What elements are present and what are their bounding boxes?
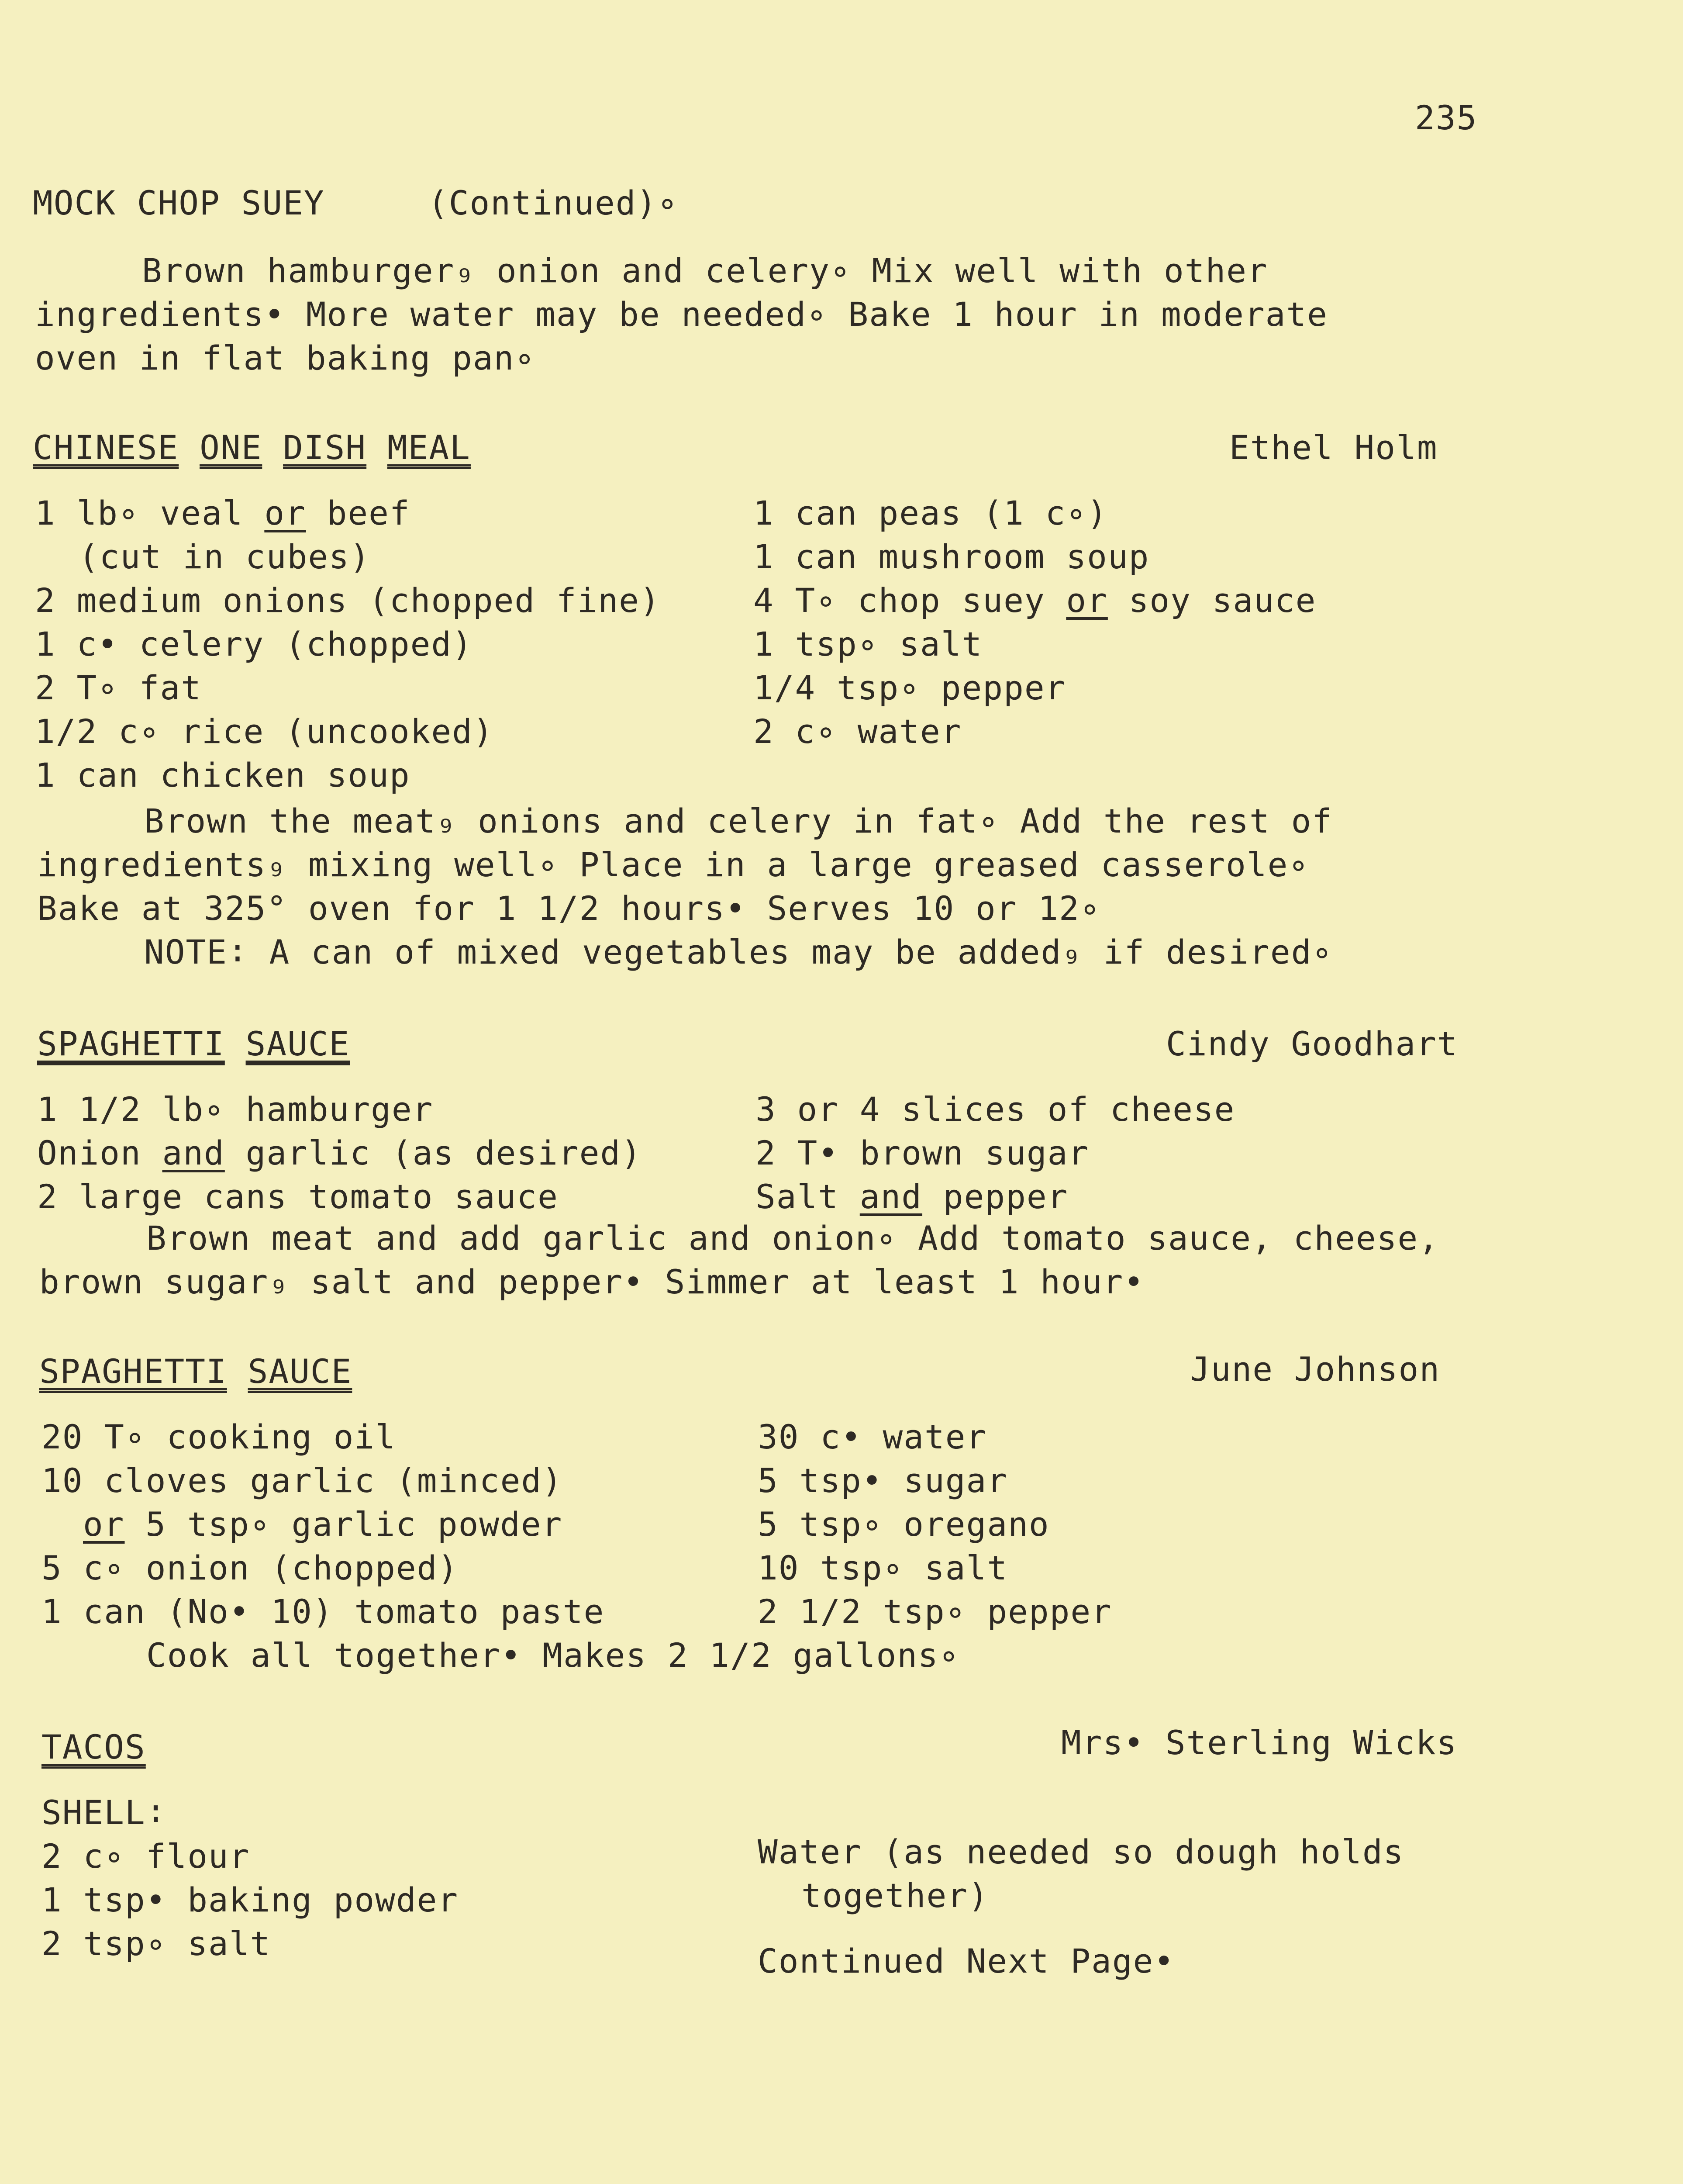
ingredient [83, 1503, 562, 1546]
ingredient: 2 T• brown sugar [755, 1133, 1090, 1172]
ingredient-text: beef [306, 494, 410, 532]
instructions-line: Bake at 325° oven for 1 1/2 hours• Serves 10 or 12∘ [37, 889, 1101, 928]
title-word: SAUCE [245, 1024, 350, 1063]
recipe-author: Cindy Goodhart [1166, 1024, 1458, 1063]
ingredient [35, 491, 410, 535]
ingredient: 2 c∘ flour [41, 1837, 250, 1876]
ingredient: 10 tsp∘ salt [758, 1548, 1008, 1587]
ingredient: 20 T∘ cooking oil [41, 1417, 396, 1456]
ingredient: 2 c∘ water [753, 712, 962, 751]
ingredient: 1 can (No• 10) tomato paste [41, 1592, 605, 1631]
ingredient: 10 cloves garlic (minced) [41, 1461, 563, 1500]
title-word: SPAGHETTI [39, 1352, 227, 1391]
emphasis-or: or [83, 1505, 125, 1544]
recipe-title [41, 1725, 146, 1769]
ingredient: 2 tsp∘ salt [41, 1924, 271, 1963]
ingredient: 3 or 4 slices of cheese [755, 1090, 1235, 1129]
ingredient: 2 1/2 tsp∘ pepper [758, 1592, 1112, 1631]
ingredient [37, 1131, 642, 1175]
instructions-line: Cook all together• Makes 2 1/2 gallons∘ [146, 1636, 960, 1675]
recipe-author: Mrs• Sterling Wicks [1061, 1723, 1458, 1762]
ingredient: 1 can peas (1 c∘) [753, 494, 1108, 532]
ingredient: 1 1/2 lb∘ hamburger [37, 1090, 434, 1129]
ingredient-text: garlic (as desired) [224, 1133, 642, 1172]
ingredient: 1/4 tsp∘ pepper [753, 668, 1066, 707]
title-word: TACOS [41, 1728, 146, 1766]
recipe-author: Ethel Holm [1229, 428, 1438, 467]
ingredient-text: Onion [37, 1133, 162, 1172]
recipe-title [33, 426, 471, 470]
continued-label: (Continued)∘ [428, 183, 679, 222]
instructions-line: oven in flat baking pan∘ [35, 339, 536, 377]
recipe-title [37, 1022, 350, 1066]
recipe-author: June Johnson [1190, 1350, 1441, 1389]
ingredient: Water (as needed so dough holds [758, 1832, 1404, 1871]
ingredient [755, 1175, 1068, 1219]
title-word: SPAGHETTI [37, 1024, 225, 1063]
emphasis-or: or [1066, 581, 1108, 620]
emphasis-or: or [264, 494, 306, 532]
ingredient-text: Salt [755, 1177, 860, 1216]
ingredient: 1 can chicken soup [35, 756, 410, 795]
section-label: SHELL∶ [41, 1793, 167, 1832]
ingredient: 1 tsp• baking powder [41, 1880, 459, 1919]
ingredient: 5 c∘ onion (chopped) [41, 1548, 459, 1587]
note-line: NOTE∶ A can of mixed vegetables may be added₉ if desired∘ [144, 933, 1333, 971]
ingredient-text: soy sauce [1107, 581, 1317, 620]
instructions-line: brown sugar₉ salt and pepper• Simmer at least 1 hour• [39, 1262, 1145, 1301]
ingredient [753, 579, 1316, 622]
ingredient-text: 4 T∘ chop suey [753, 581, 1066, 620]
ingredient: 5 tsp∘ oregano [758, 1505, 1050, 1544]
page-number: 235 [1415, 98, 1478, 137]
instructions-line: ingredients• More water may be needed∘ Bake 1 hour in moderate [35, 295, 1328, 334]
continued-next-page: Continued Next Page• [758, 1942, 1175, 1980]
ingredient-text: 5 tsp∘ garlic powder [124, 1505, 563, 1544]
ingredient: 2 T∘ fat [35, 668, 202, 707]
ingredient: 5 tsp• sugar [758, 1461, 1008, 1500]
ingredient: 1/2 c∘ rice (uncooked) [35, 712, 494, 751]
emphasis-and: and [162, 1133, 225, 1172]
ingredient: (cut in cubes) [79, 537, 371, 576]
instructions-line: Brown the meat₉ onions and celery in fat∘ Add the rest of [144, 802, 1333, 840]
title-word: MEAL [387, 428, 471, 467]
recipe-title: MOCK CHOP SUEY [33, 183, 325, 222]
ingredient: 2 medium onions (chopped fine) [35, 581, 661, 620]
ingredient: together) [801, 1876, 989, 1915]
ingredient: 30 c• water [758, 1417, 987, 1456]
ingredient: 2 large cans tomato sauce [37, 1177, 559, 1216]
ingredient-text: 1 lb∘ veal [35, 494, 265, 532]
ingredient-text: pepper [922, 1177, 1069, 1216]
instructions-line: ingredients₉ mixing well∘ Place in a large greased casserole∘ [37, 845, 1310, 884]
title-word: CHINESE [33, 428, 179, 467]
emphasis-and: and [859, 1177, 923, 1216]
ingredient: 1 c• celery (chopped) [35, 625, 473, 663]
title-word: DISH [283, 428, 367, 467]
title-word: ONE [200, 428, 262, 467]
ingredient: 1 tsp∘ salt [753, 625, 983, 663]
ingredient: 1 can mushroom soup [753, 537, 1150, 576]
instructions-line: Brown meat and add garlic and onion∘ Add tomato sauce, cheese, [146, 1219, 1439, 1258]
instructions-line: Brown hamburger₉ onion and celery∘ Mix well with other [142, 251, 1268, 290]
title-word: SAUCE [248, 1352, 352, 1391]
recipe-title [39, 1350, 352, 1393]
